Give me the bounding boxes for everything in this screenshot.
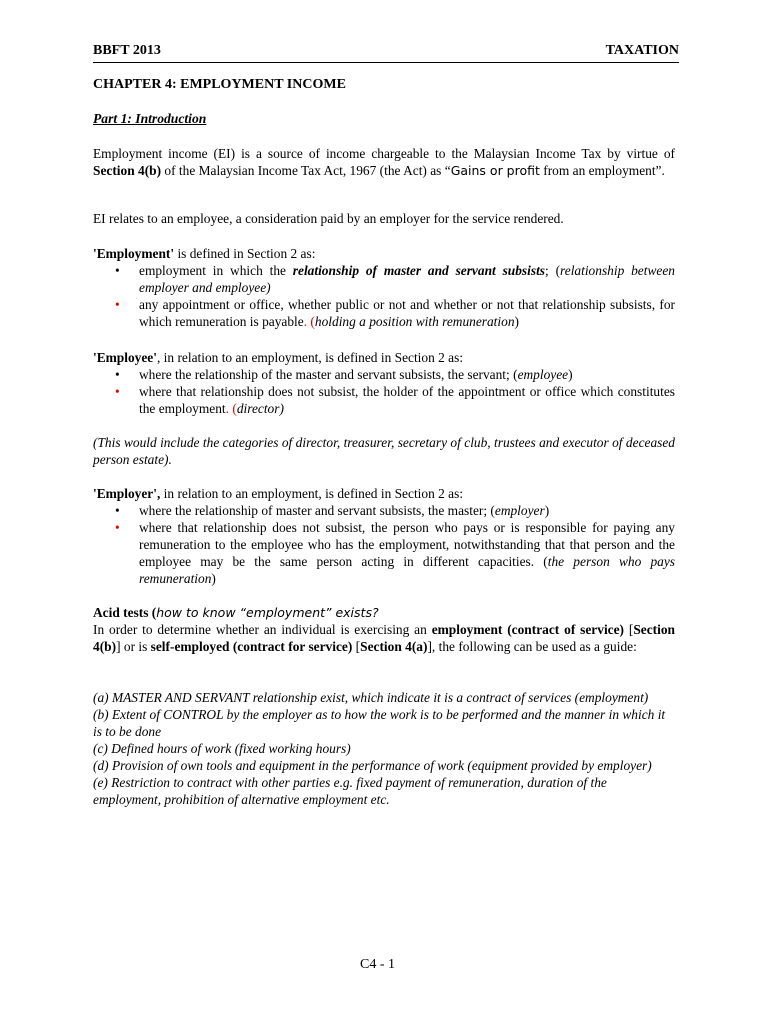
employee-note: (This would include the categories of director, treasurer, secretary of club, trustees and executor of deceased person estate). bbox=[93, 435, 675, 467]
employer-def-text: in relation to an employment, is defined in Section 2 as: bbox=[160, 486, 464, 501]
list-item bbox=[93, 296, 675, 330]
list-item: (e) Restriction to contract with other parties e.g. fixed payment of remuneration, duration of the employment, prohibition of alternative employment etc. bbox=[93, 775, 607, 807]
list-item: (c) Defined hours of work (fixed working hours) bbox=[93, 741, 351, 756]
employer-b1-close: ) bbox=[544, 503, 550, 518]
employer-b2-note: the person who pays remuneration bbox=[139, 554, 675, 586]
bullet-icon: • bbox=[115, 263, 120, 278]
employment-b2-sep: . ( bbox=[303, 314, 315, 329]
list-item: (a) MASTER AND SERVANT relationship exist, which indicate it is a contract of services (employment) bbox=[93, 690, 649, 705]
employment-bullets bbox=[93, 262, 675, 330]
employee-b2-note: director) bbox=[236, 401, 284, 416]
part-title: Part 1: Introduction bbox=[93, 111, 207, 126]
subject-name: TAXATION bbox=[605, 43, 679, 58]
employer-term: 'Employer', bbox=[93, 486, 161, 501]
employment-b1-emphasis: relationship of master and servant subsists bbox=[292, 263, 546, 278]
acid-tests-title: Acid tests bbox=[93, 605, 149, 620]
employment-b1-text: employment in which the bbox=[139, 263, 293, 278]
employment-b2-text: any appointment or office, whether public or not and whether or not that relationship subsists, for which remuneration is payable bbox=[139, 297, 675, 329]
employment-b2-note: holding a position with remuneration bbox=[314, 314, 515, 329]
guide-list bbox=[93, 689, 675, 808]
employer-b2-text: where that relationship does not subsist, the person who pays or is responsible for paying any remuneration to the employee who has the employment, notwithstanding that that person and the employee may be the same person acting in different capacities. ( bbox=[139, 520, 675, 569]
employment-b1-note: relationship between employer and employee) bbox=[139, 263, 675, 295]
red-bullet-icon: • bbox=[115, 384, 120, 399]
acid-self-employed: self-employed (contract for service) bbox=[150, 639, 353, 654]
intro-text-1: Employment income (EI) is a source of income chargeable to the Malaysian Income Tax by virtue of bbox=[93, 146, 675, 161]
employee-b1-note: employee bbox=[517, 367, 569, 382]
acid-tests-question: how to know “employment” exists? bbox=[156, 605, 379, 620]
intro-text-3: from an employment”. bbox=[539, 163, 665, 178]
list-item: (b) Extent of CONTROL by the employer as to how the work is to be performed and the manner in which it is to be done bbox=[93, 707, 666, 739]
red-bullet-icon: • bbox=[115, 297, 120, 312]
employment-def-text: is defined in Section 2 as: bbox=[174, 246, 316, 261]
ei-relates-paragraph: EI relates to an employee, a consideration paid by an employer for the service rendered. bbox=[93, 211, 564, 226]
employee-b1-text: where the relationship of the master and servant subsists, the servant; ( bbox=[139, 367, 518, 382]
employment-b2-close: ) bbox=[514, 314, 519, 329]
acid-text-c: [ bbox=[624, 622, 634, 637]
bullet-icon: • bbox=[115, 367, 120, 382]
employer-b1-note: employer bbox=[494, 503, 545, 518]
intro-paragraph bbox=[93, 145, 675, 179]
acid-contract-of-service: employment (contract of service) bbox=[431, 622, 625, 637]
employer-b1-text: where the relationship of master and servant subsists, the master; ( bbox=[139, 503, 495, 518]
employer-definition bbox=[93, 485, 675, 587]
intro-text-2: of the Malaysian Income Tax Act, 1967 (the Act) as “ bbox=[161, 163, 451, 178]
acid-text-g: [ bbox=[352, 639, 361, 654]
employment-term: 'Employment' bbox=[93, 246, 175, 261]
course-code: BBFT 2013 bbox=[93, 43, 161, 58]
employment-b1-sep: ; ( bbox=[545, 263, 561, 278]
intro-section-ref: Section 4(b) bbox=[93, 163, 162, 178]
bullet-icon: • bbox=[115, 503, 120, 518]
intro-gains-phrase: Gains or profit bbox=[450, 163, 540, 178]
page-header bbox=[93, 43, 679, 63]
acid-text-a: In order to determine whether an individual is exercising an bbox=[93, 622, 432, 637]
list-item bbox=[93, 519, 675, 587]
employee-bullets bbox=[93, 366, 675, 417]
acid-section-4a: Section 4(a) bbox=[360, 639, 428, 654]
list-item bbox=[93, 262, 675, 296]
employee-b2-text: where that relationship does not subsist, the holder of the appointment or office which constitutes the employment bbox=[139, 384, 675, 416]
page-number: C4 - 1 bbox=[360, 957, 395, 972]
acid-text-e: ] or is bbox=[116, 639, 151, 654]
red-bullet-icon: • bbox=[115, 520, 120, 535]
employee-term: 'Employee' bbox=[93, 350, 157, 365]
chapter-title: CHAPTER 4: EMPLOYMENT INCOME bbox=[93, 77, 346, 92]
acid-section-4b: Section 4(b) bbox=[93, 622, 675, 654]
list-item: (d) Provision of own tools and equipment in the performance of work (equipment provided by employer) bbox=[93, 758, 652, 773]
acid-tests-paragraph bbox=[93, 621, 675, 655]
list-item bbox=[93, 366, 675, 383]
list-item bbox=[93, 502, 675, 519]
acid-text-i: ], the following can be used as a guide: bbox=[427, 639, 637, 654]
employee-definition bbox=[93, 349, 675, 417]
employee-b2-sep: . ( bbox=[225, 401, 237, 416]
acid-tests-open: ( bbox=[148, 605, 157, 620]
employee-b1-close: ) bbox=[568, 367, 573, 382]
employer-b2-close: ) bbox=[211, 571, 216, 586]
employer-bullets bbox=[93, 502, 675, 587]
employment-definition bbox=[93, 245, 675, 330]
acid-tests-section bbox=[93, 604, 675, 655]
list-item bbox=[93, 383, 675, 417]
employee-def-text: , in relation to an employment, is defined in Section 2 as: bbox=[156, 350, 464, 365]
